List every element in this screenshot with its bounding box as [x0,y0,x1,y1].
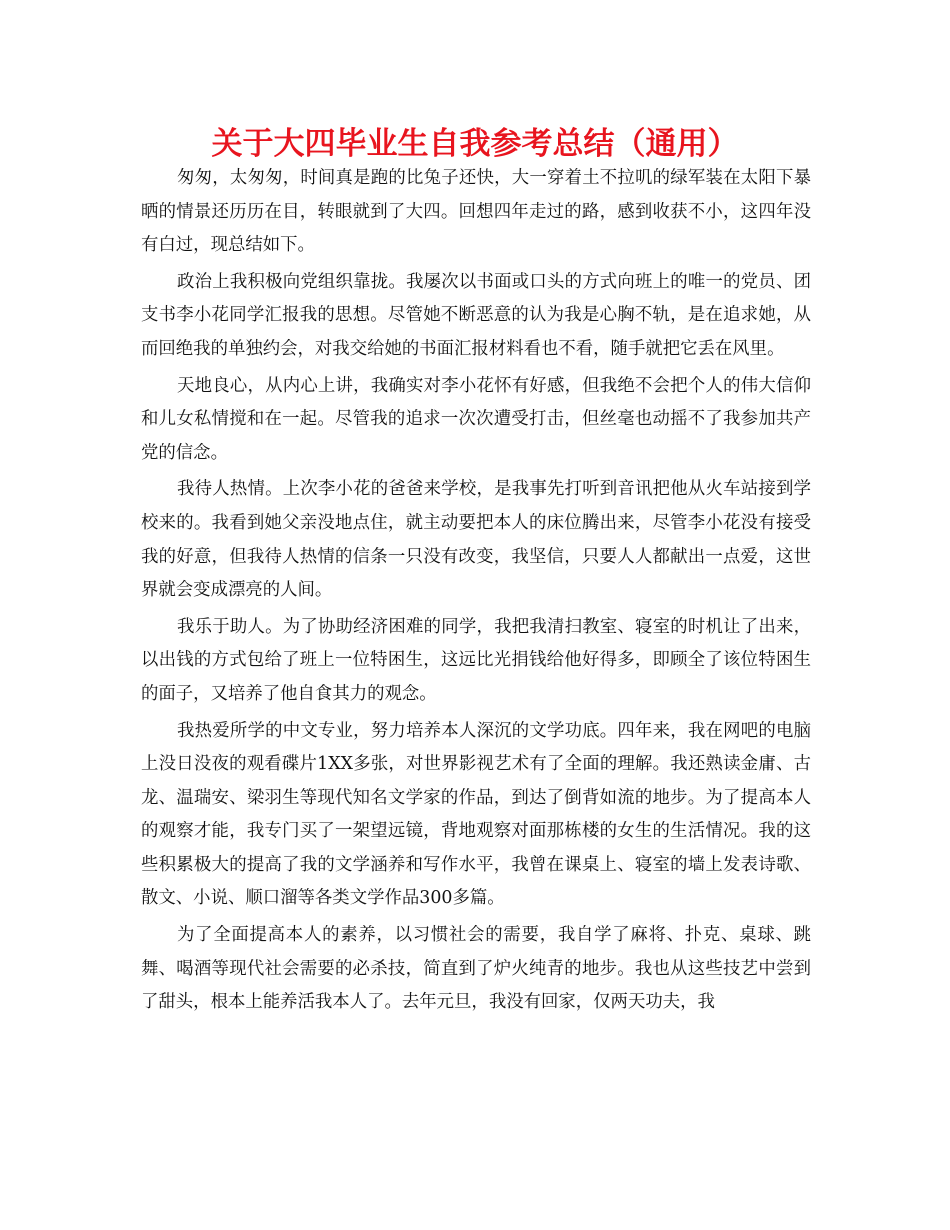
paragraph: 我待人热情。上次李小花的爸爸来学校，是我事先打听到音讯把他从火车站接到学校来的。我看到她父亲没地点住，就主动要把本人的床位腾出来，尽管李小花没有接受我的好意，但我待人热情的信条一只没有改变，我坚信，只要人人都献出一点爱，这世界就会变成漂亮的人间。 [141,479,811,601]
paragraph: 政治上我积极向党组织靠拢。我屡次以书面或口头的方式向班上的唯一的党员、团支书李小花同学汇报我的思想。尽管她不断恶意的认为我是心胸不轨，是在追求她，从而回绝我的单独约会，对我交给她的书面汇报材料看也不看，随手就把它丢在风里。 [141,271,811,359]
paragraph: 我乐于助人。为了协助经济困难的同学，我把我清扫教室、寝室的时机让了出来，以出钱的方式包给了班上一位特困生，这远比光捐钱给他好得多，即顾全了该位特困生的面子，又培养了他自食其力的观念。 [141,616,811,704]
document-title: 关于大四毕业生自我参考总结（通用） [211,126,739,162]
paragraph: 为了全面提高本人的素养，以习惯社会的需要，我自学了麻将、扑克、桌球、跳舞、喝酒等现代社会需要的必杀技，简直到了炉火纯青的地步。我也从这些技艺中尝到了甜头，根本上能养活我本人了。去年元旦，我没有回家，仅两天功夫，我 [141,925,811,1013]
document-body [141,162,811,1023]
paragraph: 我热爱所学的中文专业，努力培养本人深沉的文学功底。四年来，我在网吧的电脑上没日没夜的观看碟片1XX多张，对世界影视艺术有了全面的理解。我还熟读金庸、古龙、温瑞安、梁羽生等现代知名文学家的作品，到达了倒背如流的地步。为了提高本人的观察才能，我专门买了一架望远镜，背地观察对面那栋楼的女生的生活情况。我的这些积累极大的提高了我的文学涵养和写作水平，我曾在课桌上、寝室的墙上发表诗歌、散文、小说、顺口溜等各类文学作品300多篇。 [141,720,811,909]
paragraph: 天地良心，从内心上讲，我确实对李小花怀有好感，但我绝不会把个人的伟大信仰和儿女私情搅和在一起。尽管我的追求一次次遭受打击，但丝毫也动摇不了我参加共产党的信念。 [141,375,811,463]
paragraph: 匆匆，太匆匆，时间真是跑的比兔子还快，大一穿着土不拉叽的绿军装在太阳下暴晒的情景还历历在目，转眼就到了大四。回想四年走过的路，感到收获不小，这四年没有白过，现总结如下。 [141,168,811,256]
